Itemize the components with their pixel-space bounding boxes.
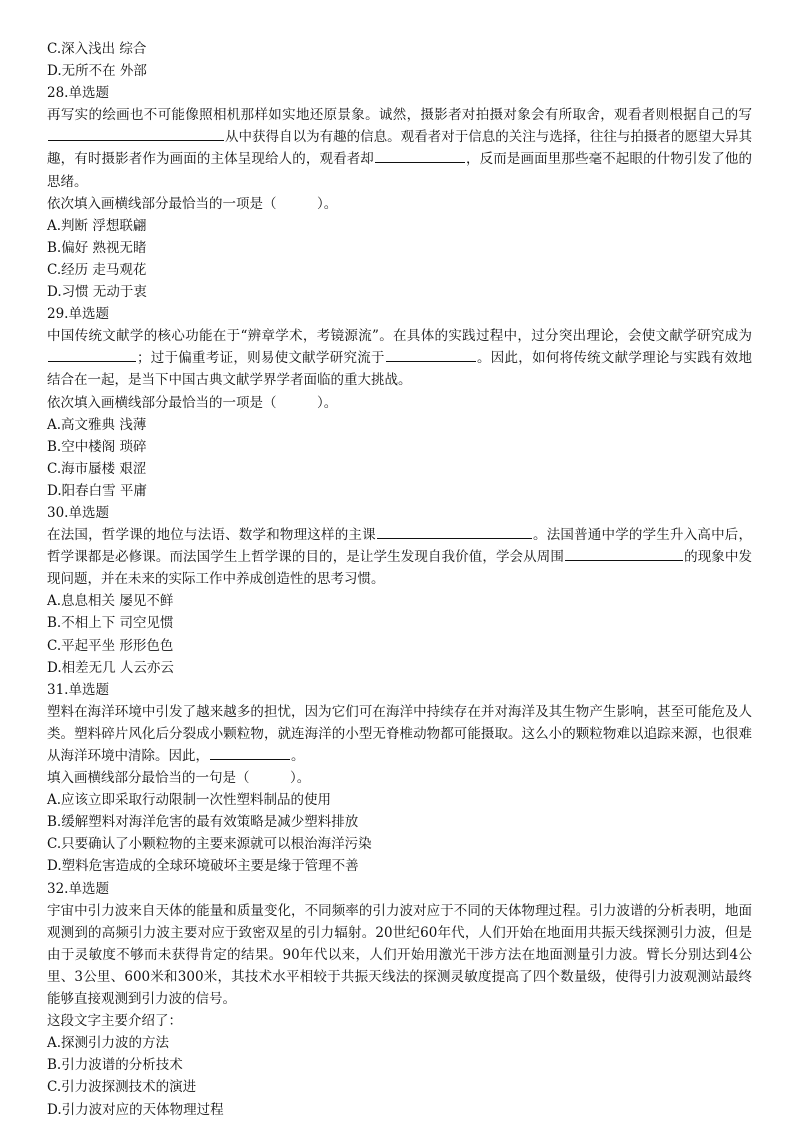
option-c: C.经历 走马观花 <box>47 261 147 278</box>
option-b: B.空中楼阁 琐碎 <box>47 438 147 455</box>
stem-text: 中国传统文献学的核心功能在于“辨章学术，考镜源流”。在具体的实践过程中，过分突出理论，会使文献学研究成为 <box>47 328 752 345</box>
stem-text: 在法国，哲学课的地位与法语、数学和物理这样的主课 <box>47 527 376 544</box>
option-d: D.习惯 无动于衷 <box>47 284 147 301</box>
question-30 <box>47 502 752 679</box>
option-b: B.偏好 熟视无睹 <box>47 239 147 256</box>
answer-blank <box>375 148 465 163</box>
question-header: 31.单选题 <box>47 681 109 698</box>
option-c: C.只要确认了小颗粒物的主要来源就可以根治海洋污染 <box>47 836 372 853</box>
question-31 <box>47 679 752 878</box>
stem-text: 的现象中发现问题，并在未来的实际工作中养成创造性的思考习惯。 <box>47 549 753 588</box>
question-28 <box>47 82 752 303</box>
option-c: C.深入浅出 综合 <box>47 41 147 57</box>
question-stem <box>47 104 752 192</box>
question-prompt: 这段文字主要介绍了： <box>47 1013 182 1030</box>
question-prompt: 依次填入画横线部分最恰当的一项是（ ）。 <box>47 394 338 411</box>
question-prompt: 依次填入画横线部分最恰当的一项是（ ）。 <box>47 195 338 212</box>
option-b: B.引力波谱的分析技术 <box>47 1057 183 1074</box>
option-d: D.相差无几 人云亦云 <box>47 659 174 676</box>
stem-text: ，反而是画面里那些毫不起眼的什物引发了他的思绪。 <box>47 151 753 190</box>
option-b: B.不相上下 司空见惯 <box>47 615 174 632</box>
question-header: 30.单选题 <box>47 504 109 521</box>
answer-blank <box>210 745 290 760</box>
option-a: A.判断 浮想联翩 <box>47 217 147 234</box>
question-header: 32.单选题 <box>47 880 109 897</box>
option-d: D.阳春白雪 平庸 <box>47 482 147 499</box>
option-c: C.海市蜃楼 艰涩 <box>47 460 147 477</box>
option-d: D.塑料危害造成的全球环境破坏主要是缘于管理不善 <box>47 858 359 875</box>
exam-page <box>47 38 752 1121</box>
question-stem <box>47 325 752 391</box>
question-29 <box>47 303 752 502</box>
stem-text: 。法国普通中学的学生升入高中后，哲学课都是必修课。而法国学生上哲学课的目的，是让学生发现自我价值，学会从周围 <box>47 527 753 566</box>
stem-text: ；过于偏重考证，则易使文献学研究流于 <box>137 350 385 367</box>
stem-text: 。因此，如何将传统文献学理论与实践有效地结合在一起，是当下中国古典文献学界学者面临的重大挑战。 <box>47 350 753 389</box>
answer-blank <box>48 126 224 141</box>
option-a: A.探测引力波的方法 <box>47 1035 170 1052</box>
question-stem <box>47 701 752 767</box>
answer-blank <box>565 546 683 561</box>
option-b: B.缓解塑料对海洋危害的最有效策略是减少塑料排放 <box>47 814 359 831</box>
question-header: 29.单选题 <box>47 306 109 323</box>
stem-text: 从中获得自以为有趣的信息。观看者对于信息的关注与选择，往往与拍摄者的愿望大异其趣，有时摄影者作为画面的主体呈现给人的，观看者却 <box>47 129 752 168</box>
option-a: A.应该立即采取行动限制一次性塑料制品的使用 <box>47 792 332 809</box>
option-a: A.息息相关 屡见不鲜 <box>47 593 174 610</box>
stem-text: 再写实的绘画也不可能像照相机那样如实地还原景象。诚然，摄影者对拍摄对象会有所取舍，观看者则根据自己的写 <box>47 107 752 124</box>
answer-blank <box>386 347 476 362</box>
option-d: D.无所不在 外部 <box>47 63 147 80</box>
stem-text: 。 <box>291 748 305 764</box>
option-c: C.引力波探测技术的演进 <box>47 1079 197 1096</box>
question-27-tail <box>47 38 752 82</box>
question-32 <box>47 878 752 1121</box>
option-d: D.引力波对应的天体物理过程 <box>47 1101 224 1118</box>
question-header: 28.单选题 <box>47 85 109 102</box>
option-a: A.高文雅典 浅薄 <box>47 416 147 433</box>
option-c: C.平起平坐 形形色色 <box>47 637 174 654</box>
question-prompt: 填入画横线部分最恰当的一句是（ ）。 <box>47 770 311 787</box>
answer-blank <box>377 524 532 539</box>
question-stem <box>47 524 752 590</box>
question-stem: 宇宙中引力波来自天体的能量和质量变化，不同频率的引力波对应于不同的天体物理过程。引力波谱的分析表明，地面观测到的高频引力波主要对应于致密双星的引力辐射。20世纪60年代，人们开始在地面用共振天线探测引力波，但是由于灵敏度不够而未获得肯定的结果。90年代以来，人们开始用激光干涉方法在地面测量引力波。臂长分别达到4公里、3公里、600米和300米，其技术水平相较于共振天线法的探测灵敏度提高了四个数量级，使得引力波观测站最终能够直接观测到引力波的信号。 <box>47 902 752 1008</box>
stem-text: 塑料在海洋环境中引发了越来越多的担忧，因为它们可在海洋中持续存在并对海洋及其生物产生影响，甚至可能危及人类。塑料碎片风化后分裂成小颗粒物，就连海洋的小型无脊椎动物都可能摄取。这么小的颗粒物难以追踪来源，也很难从海洋环境中清除。因此， <box>47 703 752 764</box>
answer-blank <box>48 347 136 362</box>
